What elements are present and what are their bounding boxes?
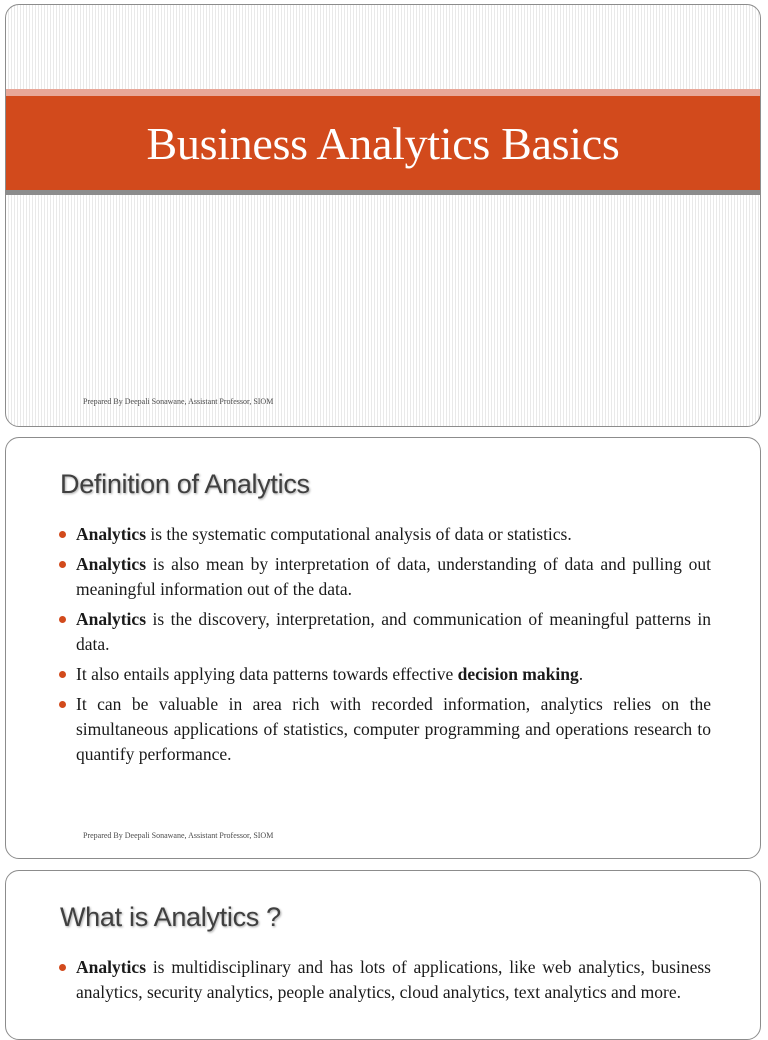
bullet-text: is the discovery, interpretation, and communication of meaningful patterns in data. [76, 609, 711, 654]
bullet-icon [59, 531, 66, 538]
slide-heading: Definition of Analytics [60, 469, 310, 499]
bullet-icon [59, 964, 66, 971]
presentation-title: Business Analytics Basics [146, 117, 620, 169]
bullet-list [59, 955, 711, 1010]
title-band [6, 96, 760, 190]
what-is-analytics-slide [5, 870, 761, 1040]
bullet-bold: Analytics [76, 957, 146, 977]
bullet-bold: Analytics [76, 554, 146, 574]
title-top-stripe [6, 89, 760, 96]
bullet-text: is also mean by interpretation of data, understanding of data and pulling out meaningful information out of the data. [76, 554, 711, 599]
bullet-text: is the systematic computational analysis of data or statistics. [146, 524, 572, 544]
definition-slide [5, 437, 761, 859]
bullet-bold: Analytics [76, 524, 146, 544]
bullet-item [59, 662, 711, 687]
bullet-icon [59, 701, 66, 708]
title-slide [5, 4, 761, 427]
slide-footer: Prepared By Deepali Sonawane, Assistant Professor, SIOM [83, 831, 274, 840]
bullet-icon [59, 561, 66, 568]
slide-footer: Prepared By Deepali Sonawane, Assistant Professor, SIOM [83, 397, 274, 406]
bullet-icon [59, 616, 66, 623]
bullet-list [59, 522, 711, 772]
bullet-text: It can be valuable in area rich with recorded information, analytics relies on the simultaneous applications of statistics, computer programming and operations research to quantify performance. [76, 694, 711, 764]
bullet-text: . [578, 664, 584, 684]
title-bottom-stripe [6, 190, 760, 195]
bullet-item [59, 607, 711, 657]
slide-heading: What is Analytics ? [60, 902, 281, 932]
bullet-item [59, 692, 711, 767]
bullet-text: is multidisciplinary and has lots of applications, like web analytics, business analytics, security analytics, people analytics, cloud analytics, text analytics and more. [76, 957, 711, 1002]
bullet-icon [59, 671, 66, 678]
bullet-item [59, 522, 711, 547]
bullet-item [59, 955, 711, 1005]
bullet-bold: decision making [457, 664, 579, 684]
bullet-text: It also entails applying data patterns towards effective [76, 664, 458, 684]
bullet-item [59, 552, 711, 602]
bullet-bold: Analytics [76, 609, 146, 629]
